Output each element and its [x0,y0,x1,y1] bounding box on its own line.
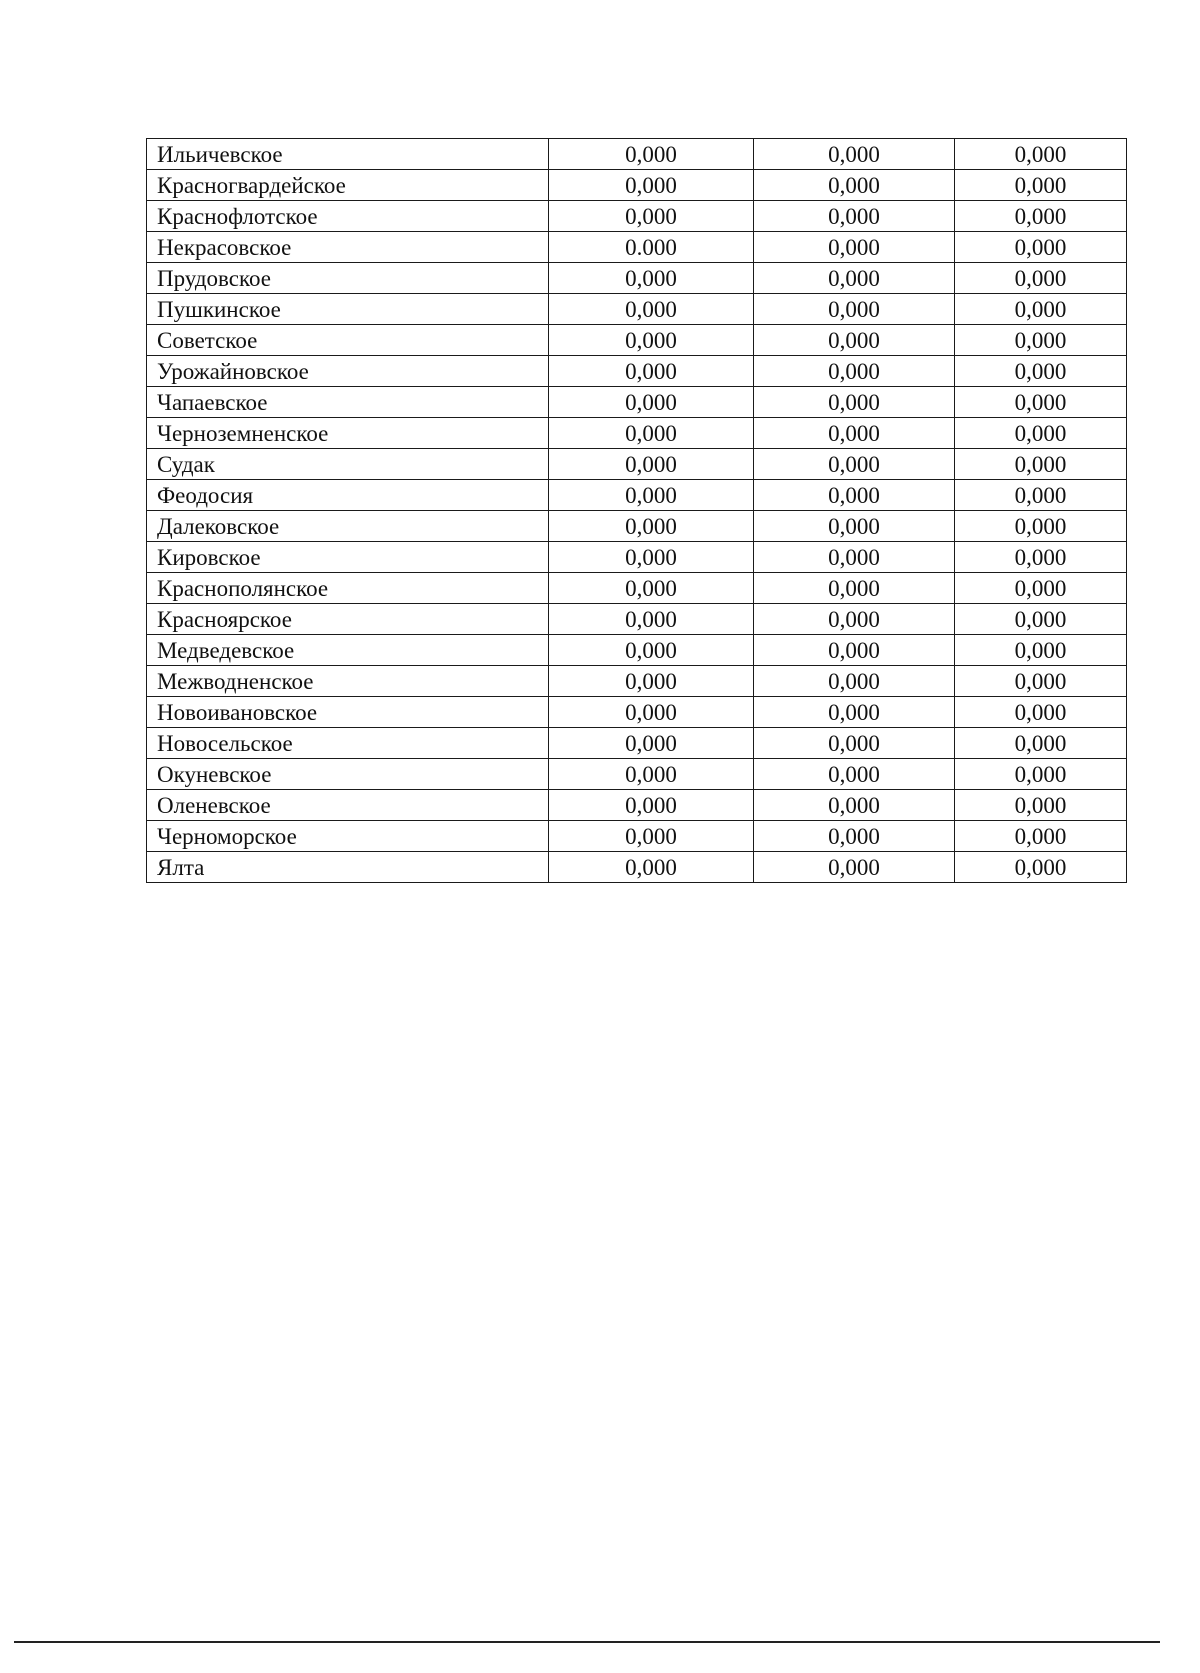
value-cell-2: 0,000 [754,759,955,790]
value-cell-1: 0,000 [549,821,754,852]
row-name-cell: Далековское [147,511,549,542]
value-cell-1: 0,000 [549,697,754,728]
table-row [147,604,1127,635]
value-cell-2: 0,000 [754,294,955,325]
value-cell-1: 0,000 [549,728,754,759]
row-name-cell: Черноземненское [147,418,549,449]
table-row [147,821,1127,852]
table-row [147,294,1127,325]
table-body [147,139,1127,883]
value-cell-2: 0,000 [754,852,955,883]
value-cell-1: 0,000 [549,852,754,883]
value-cell-2: 0,000 [754,201,955,232]
value-cell-2: 0,000 [754,356,955,387]
row-name-cell: Пушкинское [147,294,549,325]
table-row [147,728,1127,759]
value-cell-3: 0,000 [955,170,1127,201]
row-name-cell: Кировское [147,542,549,573]
value-cell-3: 0,000 [955,821,1127,852]
value-cell-2: 0,000 [754,728,955,759]
value-cell-1: 0,000 [549,263,754,294]
value-cell-2: 0,000 [754,480,955,511]
row-name-cell: Советское [147,325,549,356]
value-cell-3: 0,000 [955,232,1127,263]
value-cell-2: 0,000 [754,666,955,697]
table-row [147,170,1127,201]
value-cell-3: 0,000 [955,449,1127,480]
table-row [147,697,1127,728]
value-cell-1: 0,000 [549,356,754,387]
value-cell-1: 0,000 [549,480,754,511]
value-cell-3: 0,000 [955,852,1127,883]
value-cell-1: 0,000 [549,387,754,418]
value-cell-3: 0,000 [955,418,1127,449]
value-cell-1: 0,000 [549,139,754,170]
table-row [147,232,1127,263]
value-cell-1: 0,000 [549,573,754,604]
value-cell-3: 0,000 [955,542,1127,573]
value-cell-2: 0,000 [754,449,955,480]
row-name-cell: Оленевское [147,790,549,821]
row-name-cell: Краснополянское [147,573,549,604]
value-cell-1: 0,000 [549,294,754,325]
value-cell-1: 0,000 [549,449,754,480]
value-cell-2: 0,000 [754,635,955,666]
row-name-cell: Чапаевское [147,387,549,418]
value-cell-2: 0,000 [754,573,955,604]
value-cell-3: 0,000 [955,325,1127,356]
value-cell-1: 0,000 [549,511,754,542]
value-cell-3: 0,000 [955,697,1127,728]
value-cell-2: 0,000 [754,325,955,356]
value-cell-1: 0,000 [549,604,754,635]
page-bottom-rule [14,1641,1160,1643]
value-cell-1: 0,000 [549,790,754,821]
value-cell-2: 0,000 [754,232,955,263]
value-cell-3: 0,000 [955,666,1127,697]
value-cell-2: 0,000 [754,418,955,449]
value-cell-2: 0,000 [754,511,955,542]
value-cell-1: 0,000 [549,170,754,201]
value-cell-3: 0,000 [955,511,1127,542]
value-cell-3: 0,000 [955,387,1127,418]
value-cell-2: 0,000 [754,697,955,728]
value-cell-1: 0,000 [549,759,754,790]
row-name-cell: Феодосия [147,480,549,511]
row-name-cell: Новоивановское [147,697,549,728]
value-cell-3: 0,000 [955,790,1127,821]
value-cell-3: 0,000 [955,480,1127,511]
value-cell-3: 0,000 [955,201,1127,232]
value-cell-2: 0,000 [754,139,955,170]
row-name-cell: Красноярское [147,604,549,635]
table-row [147,635,1127,666]
value-cell-1: 0,000 [549,325,754,356]
row-name-cell: Краснофлотское [147,201,549,232]
value-cell-2: 0,000 [754,821,955,852]
table-row [147,449,1127,480]
row-name-cell: Окуневское [147,759,549,790]
table-row [147,356,1127,387]
table-row [147,139,1127,170]
row-name-cell: Черноморское [147,821,549,852]
value-cell-2: 0,000 [754,542,955,573]
row-name-cell: Медведевское [147,635,549,666]
table-row [147,511,1127,542]
row-name-cell: Урожайновское [147,356,549,387]
row-name-cell: Прудовское [147,263,549,294]
table-row [147,666,1127,697]
table-row [147,325,1127,356]
row-name-cell: Судак [147,449,549,480]
value-cell-3: 0,000 [955,635,1127,666]
table-row [147,852,1127,883]
row-name-cell: Новосельское [147,728,549,759]
row-name-cell: Ильичевское [147,139,549,170]
table-row [147,480,1127,511]
table-row [147,387,1127,418]
value-cell-2: 0,000 [754,170,955,201]
value-cell-3: 0,000 [955,604,1127,635]
table-row [147,418,1127,449]
value-cell-1: 0,000 [549,201,754,232]
table-row [147,573,1127,604]
value-cell-1: 0,000 [549,666,754,697]
table-row [147,759,1127,790]
table-row [147,201,1127,232]
table-row [147,542,1127,573]
value-cell-3: 0,000 [955,263,1127,294]
value-cell-3: 0,000 [955,139,1127,170]
value-cell-2: 0,000 [754,790,955,821]
value-cell-2: 0,000 [754,387,955,418]
value-cell-2: 0,000 [754,604,955,635]
row-name-cell: Некрасовское [147,232,549,263]
data-table [146,138,1127,883]
value-cell-1: 0,000 [549,418,754,449]
row-name-cell: Межводненское [147,666,549,697]
value-cell-3: 0,000 [955,573,1127,604]
row-name-cell: Ялта [147,852,549,883]
value-cell-3: 0,000 [955,759,1127,790]
value-cell-1: 0,000 [549,542,754,573]
value-cell-1: 0.000 [549,232,754,263]
value-cell-3: 0,000 [955,294,1127,325]
value-cell-2: 0,000 [754,263,955,294]
table-row [147,790,1127,821]
value-cell-1: 0,000 [549,635,754,666]
row-name-cell: Красногвардейское [147,170,549,201]
value-cell-3: 0,000 [955,728,1127,759]
table-row [147,263,1127,294]
value-cell-3: 0,000 [955,356,1127,387]
